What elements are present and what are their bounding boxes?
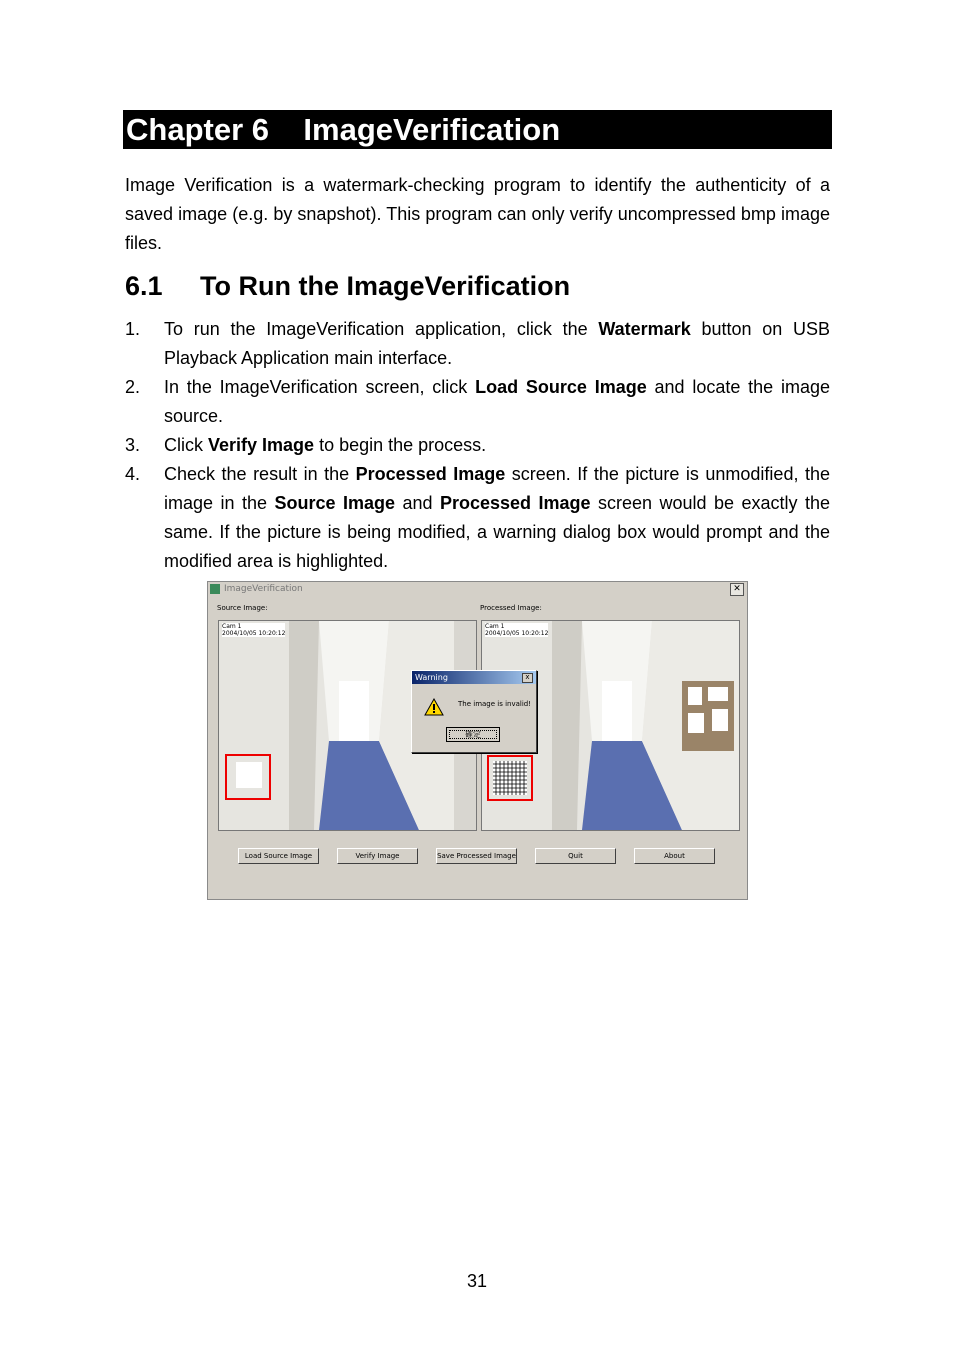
- source-image-label: Source Image:: [217, 604, 268, 612]
- step-bold-term: Processed Image: [439, 493, 591, 513]
- step-bold-term: Watermark: [598, 319, 691, 339]
- warning-icon: [424, 698, 444, 716]
- step-text: In the ImageVerification screen, click: [164, 377, 476, 397]
- step-bold-term: Processed Image: [355, 464, 506, 484]
- step-text: Click: [164, 435, 208, 455]
- source-stamp: Cam 1 2004/10/05 10:20:12: [222, 623, 286, 637]
- step-text: To run the ImageVerification application, click the: [164, 319, 599, 339]
- modified-area: [236, 762, 262, 788]
- section-title: 6.1 To Run the ImageVerification: [125, 271, 571, 301]
- processed-image-label: Processed Image:: [480, 604, 542, 612]
- step-number: 1.: [125, 319, 141, 339]
- step-item: [125, 315, 830, 373]
- processed-stamp: Cam 1 2004/10/05 10:20:12: [485, 623, 549, 637]
- quit-button[interactable]: Quit: [535, 848, 616, 864]
- step-text: screen. If the picture is unmodified, the image in the: [164, 464, 830, 513]
- step-item: [125, 460, 830, 576]
- processed-highlight-box: [487, 755, 533, 801]
- step-number: 3.: [125, 435, 141, 455]
- app-icon: [210, 584, 220, 594]
- warning-dialog: [411, 670, 537, 753]
- step-bold-term: Verify Image: [208, 435, 315, 455]
- step-bold-term: Load Source Image: [475, 377, 647, 397]
- step-text: button on USB Playback Application main interface.: [164, 319, 830, 368]
- about-button[interactable]: About: [634, 848, 715, 864]
- load-source-image-button[interactable]: Load Source Image: [238, 848, 319, 864]
- dialog-title: Warning: [412, 671, 536, 684]
- step-text: to begin the process.: [314, 435, 487, 455]
- app-titlebar: [208, 582, 747, 596]
- intro-paragraph: Image Verification is a watermark-checking program to identify the authenticity of a saved image (e.g. by snapshot). This program can only verify uncompressed bmp image files.: [125, 175, 830, 253]
- step-text: and: [394, 493, 440, 513]
- close-icon[interactable]: ✕: [730, 583, 744, 596]
- step-item: [125, 431, 830, 460]
- dialog-ok-button[interactable]: 確定: [446, 727, 500, 742]
- step-item: [125, 373, 830, 431]
- step-bold-term: Source Image: [274, 493, 395, 513]
- page-number: 31: [466, 1271, 488, 1291]
- dialog-close-icon[interactable]: x: [522, 673, 533, 683]
- save-processed-image-button[interactable]: Save Processed Image: [436, 848, 517, 864]
- step-number: 2.: [125, 377, 141, 397]
- steps-list: [125, 315, 830, 576]
- app-window-screenshot: [207, 581, 748, 900]
- app-title: ImageVerification: [224, 584, 303, 594]
- grid-pattern: [493, 761, 527, 795]
- chapter-title: Chapter 6 ImageVerification: [123, 110, 832, 149]
- step-number: 4.: [125, 464, 141, 484]
- source-highlight-box: [225, 754, 271, 800]
- step-text: screen would be exactly the same. If the picture is being modified, a warning dialog box would prompt and the modified area is highlighted.: [164, 493, 830, 571]
- dialog-message: The image is invalid!: [458, 700, 532, 708]
- verify-image-button[interactable]: Verify Image: [337, 848, 418, 864]
- step-text: Check the result in the: [164, 464, 356, 484]
- step-text: and locate the image source.: [164, 377, 830, 426]
